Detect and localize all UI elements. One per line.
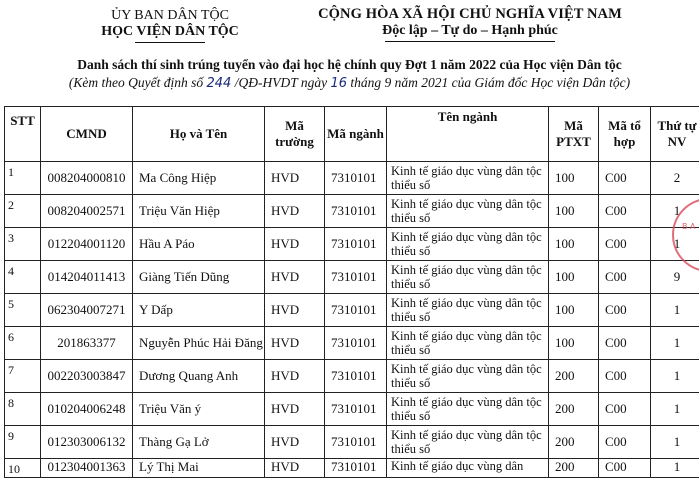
cell-ma-ptxt: 100 xyxy=(549,294,599,327)
cell-ma-truong: HVD xyxy=(265,459,325,478)
subtitle-post: tháng 9 năm 2021 của Giám đốc Học viện Dân tộc) xyxy=(347,75,630,90)
cell-ma-to-hop: C00 xyxy=(599,459,651,478)
subtitle-mid: /QĐ-HVDT ngày xyxy=(231,75,330,90)
cell-thu-tu-nv: 1 xyxy=(651,195,699,228)
cell-ma-ptxt: 200 xyxy=(549,393,599,426)
cell-ma-ptxt: 100 xyxy=(549,261,599,294)
cell-ma-to-hop: C00 xyxy=(599,195,651,228)
cell-cmnd: 062304007271 xyxy=(41,294,133,327)
cell-ho-ten: Triệu Văn ý xyxy=(133,393,265,426)
cell-ma-truong: HVD xyxy=(265,294,325,327)
col-header-ho-ten: Họ và Tên xyxy=(133,107,265,162)
cell-ho-ten: Thàng Gạ Lở xyxy=(133,426,265,459)
cell-cmnd: 010204006248 xyxy=(41,393,133,426)
cell-thu-tu-nv: 1 xyxy=(651,426,699,459)
cell-thu-tu-nv: 1 xyxy=(651,393,699,426)
col-header-ma-truong: Mã trường xyxy=(265,107,325,162)
cell-ma-to-hop: C00 xyxy=(599,162,651,195)
cell-ma-nganh: 7310101 xyxy=(325,459,387,478)
cell-cmnd: 014204011413 xyxy=(41,261,133,294)
table-row xyxy=(5,393,699,426)
cell-cmnd: 008204002571 xyxy=(41,195,133,228)
cell-thu-tu-nv: 1 xyxy=(651,294,699,327)
cell-ma-truong: HVD xyxy=(265,393,325,426)
cell-ma-to-hop: C00 xyxy=(599,327,651,360)
cell-thu-tu-nv: 1 xyxy=(651,360,699,393)
cell-ho-ten: Hầu A Páo xyxy=(133,228,265,261)
cell-ten-nganh: Kinh tế giáo dục vùng dân tộc thiểu số xyxy=(387,327,549,360)
cell-ma-truong: HVD xyxy=(265,360,325,393)
agency-header xyxy=(60,8,280,43)
cell-cmnd: 201863377 xyxy=(41,327,133,360)
cell-ma-ptxt: 200 xyxy=(549,360,599,393)
cell-ma-nganh: 7310101 xyxy=(325,162,387,195)
cell-ma-nganh: 7310101 xyxy=(325,228,387,261)
table-row xyxy=(5,162,699,195)
table-row xyxy=(5,360,699,393)
cell-ho-ten: Triệu Văn Hiệp xyxy=(133,195,265,228)
cell-ho-ten: Giàng Tiến Dũng xyxy=(133,261,265,294)
agency-parent: ỦY BAN DÂN TỘC xyxy=(60,8,280,24)
col-header-ma-nganh: Mã ngành xyxy=(325,107,387,162)
cell-ma-ptxt: 200 xyxy=(549,459,599,478)
national-header xyxy=(300,6,640,42)
cell-ten-nganh: Kinh tế giáo dục vùng dân tộc thiểu số xyxy=(387,261,549,294)
cell-ma-ptxt: 100 xyxy=(549,228,599,261)
table-row xyxy=(5,261,699,294)
cell-cmnd: 012303006132 xyxy=(41,426,133,459)
cell-ho-ten: Dương Quang Anh xyxy=(133,360,265,393)
col-header-ma-to-hop: Mã tổ hợp xyxy=(599,107,651,162)
cell-cmnd: 002203003847 xyxy=(41,360,133,393)
cell-stt: 3 xyxy=(5,228,41,261)
cell-ma-to-hop: C00 xyxy=(599,360,651,393)
cell-ho-ten: Lý Thị Mai xyxy=(133,459,265,478)
cell-thu-tu-nv: 1 xyxy=(651,327,699,360)
cell-ma-ptxt: 200 xyxy=(549,426,599,459)
cell-ten-nganh: Kinh tế giáo dục vùng dân tộc thiểu số xyxy=(387,360,549,393)
table-row xyxy=(5,228,699,261)
cell-ma-nganh: 7310101 xyxy=(325,261,387,294)
cell-ho-ten: Y Dấp xyxy=(133,294,265,327)
motto-underline xyxy=(385,41,555,42)
cell-stt: 2 xyxy=(5,195,41,228)
cell-ho-ten: Nguyễn Phúc Hải Đăng xyxy=(133,327,265,360)
table-body xyxy=(5,162,699,478)
agency-underline xyxy=(135,42,205,43)
col-header-ten-nganh: Tên ngành xyxy=(387,107,549,162)
decision-day: 16 xyxy=(330,76,347,91)
cell-stt: 1 xyxy=(5,162,41,195)
seal-text: B A xyxy=(682,222,696,232)
cell-ten-nganh: Kinh tế giáo dục vùng dân tộc thiểu số xyxy=(387,228,549,261)
subtitle-pre: (Kèm theo Quyết định số xyxy=(69,75,207,90)
cell-thu-tu-nv: 1 xyxy=(651,459,699,478)
cell-ma-nganh: 7310101 xyxy=(325,195,387,228)
cell-cmnd: 012204001120 xyxy=(41,228,133,261)
table-row xyxy=(5,426,699,459)
cell-thu-tu-nv: 9 xyxy=(651,261,699,294)
cell-cmnd: 008204000810 xyxy=(41,162,133,195)
cell-ten-nganh: Kinh tế giáo dục vùng dân tộc thiểu số xyxy=(387,393,549,426)
cell-ho-ten: Ma Công Hiệp xyxy=(133,162,265,195)
table-row xyxy=(5,327,699,360)
cell-stt: 8 xyxy=(5,393,41,426)
cell-ma-to-hop: C00 xyxy=(599,393,651,426)
cell-ten-nganh: Kinh tế giáo dục vùng dân tộc thiểu số xyxy=(387,426,549,459)
document-title: Danh sách thí sinh trúng tuyển vào đại học hệ chính quy Đợt 1 năm 2022 của Học viện Dân tộc xyxy=(0,57,699,73)
cell-ma-to-hop: C00 xyxy=(599,228,651,261)
decision-number: 244 xyxy=(207,76,232,91)
cell-ma-truong: HVD xyxy=(265,426,325,459)
cell-ma-to-hop: C00 xyxy=(599,261,651,294)
cell-ten-nganh: Kinh tế giáo dục vùng dân xyxy=(387,459,549,478)
cell-stt: 9 xyxy=(5,426,41,459)
document-subtitle xyxy=(0,75,699,91)
national-title: CỘNG HÒA XÃ HỘI CHỦ NGHĨA VIỆT NAM xyxy=(300,6,640,23)
cell-ma-ptxt: 100 xyxy=(549,327,599,360)
cell-stt: 5 xyxy=(5,294,41,327)
cell-ma-to-hop: C00 xyxy=(599,294,651,327)
cell-stt: 4 xyxy=(5,261,41,294)
col-header-ma-ptxt: Mã PTXT xyxy=(549,107,599,162)
col-header-thu-tu-nv: Thứ tự NV xyxy=(651,107,699,162)
cell-stt: 7 xyxy=(5,360,41,393)
cell-ma-nganh: 7310101 xyxy=(325,294,387,327)
cell-cmnd: 012304001363 xyxy=(41,459,133,478)
cell-ma-nganh: 7310101 xyxy=(325,393,387,426)
cell-ma-ptxt: 100 xyxy=(549,195,599,228)
cell-ma-truong: HVD xyxy=(265,162,325,195)
cell-ma-truong: HVD xyxy=(265,228,325,261)
cell-thu-tu-nv: 2 xyxy=(651,162,699,195)
cell-ten-nganh: Kinh tế giáo dục vùng dân tộc thiểu số xyxy=(387,294,549,327)
cell-ma-nganh: 7310101 xyxy=(325,327,387,360)
table-row xyxy=(5,459,699,478)
table-row xyxy=(5,195,699,228)
cell-ma-truong: HVD xyxy=(265,261,325,294)
agency-name: HỌC VIỆN DÂN TỘC xyxy=(60,24,280,40)
cell-ten-nganh: Kinh tế giáo dục vùng dân tộc thiểu số xyxy=(387,195,549,228)
cell-ten-nganh: Kinh tế giáo dục vùng dân tộc thiểu số xyxy=(387,162,549,195)
col-header-stt: STT xyxy=(5,107,41,162)
cell-thu-tu-nv: 1 xyxy=(651,228,699,261)
cell-ma-ptxt: 100 xyxy=(549,162,599,195)
cell-stt: 10 xyxy=(5,459,41,478)
cell-ma-to-hop: C00 xyxy=(599,426,651,459)
table-row xyxy=(5,294,699,327)
cell-ma-truong: HVD xyxy=(265,327,325,360)
cell-ma-nganh: 7310101 xyxy=(325,426,387,459)
cell-stt: 6 xyxy=(5,327,41,360)
admission-table xyxy=(4,106,699,478)
cell-ma-nganh: 7310101 xyxy=(325,360,387,393)
national-motto: Độc lập – Tự do – Hạnh phúc xyxy=(300,23,640,39)
cell-ma-truong: HVD xyxy=(265,195,325,228)
table-header-row xyxy=(5,107,699,162)
col-header-cmnd: CMND xyxy=(41,107,133,162)
